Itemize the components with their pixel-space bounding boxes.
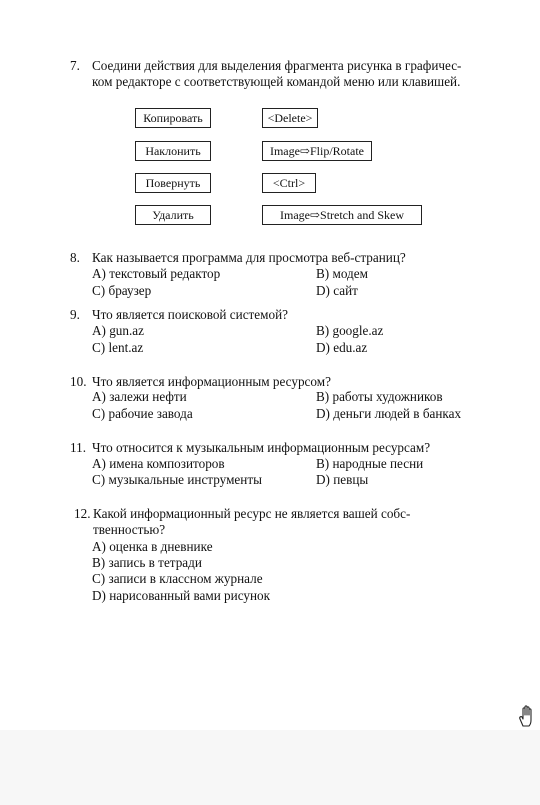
question-8 (70, 250, 520, 266)
option-b: B) народные песни (316, 456, 424, 471)
option-b: B) запись в тетради (92, 555, 202, 570)
option-d: D) деньги людей в банках (316, 406, 462, 421)
question-text: Как называется программа для просмотра веб-страниц? (92, 250, 406, 265)
question-number: 11. (70, 440, 86, 455)
question-text-line-1: Соедини действия для выделения фрагмента рисунка в графичес- (92, 58, 462, 73)
option-c: C) музыкальные инструменты (92, 472, 262, 487)
action-box-tilt: Наклонить (135, 141, 211, 161)
option-c: C) рабочие завода (92, 406, 193, 421)
option-c: C) браузер (92, 283, 152, 298)
option-d: D) сайт (316, 283, 358, 298)
question-10 (70, 374, 520, 390)
option-b: B) google.az (316, 323, 384, 338)
option-a: A) gun.az (92, 323, 144, 338)
action-box-delete: Удалить (135, 205, 211, 225)
command-box-delete-key: <Delete> (262, 108, 318, 128)
question-text-line-1: Какой информационный ресурс не является вашей собс- (93, 506, 411, 521)
question-9 (70, 307, 520, 323)
question-number: 12. (74, 506, 91, 521)
question-text: Что относится к музыкальным информационным ресурсам? (92, 440, 431, 455)
question-12 (74, 506, 514, 538)
option-d: D) певцы (316, 472, 369, 487)
option-a: A) залежи нефти (92, 389, 187, 404)
question-text-line-2: ком редакторе с соответствующей командой меню или клавишей. (92, 74, 461, 89)
question-number: 10. (70, 374, 87, 389)
option-d: D) edu.az (316, 340, 368, 355)
command-box-flip-rotate: Image⇨Flip/Rotate (262, 141, 372, 161)
question-text: Что является информационным ресурсом? (92, 374, 331, 389)
question-7 (70, 58, 520, 90)
page-bottom-margin (0, 730, 540, 805)
option-a: A) текстовый редактор (92, 266, 221, 281)
option-c: C) записи в классном журнале (92, 571, 263, 586)
command-box-ctrl-key: <Ctrl> (262, 173, 316, 193)
question-number: 9. (70, 307, 80, 322)
question-11 (70, 440, 520, 456)
option-b: B) работы художников (316, 389, 443, 404)
hand-cursor-icon (516, 704, 538, 728)
question-text: Что является поисковой системой? (92, 307, 289, 322)
action-box-rotate: Повернуть (135, 173, 211, 193)
command-box-stretch-skew: Image⇨Stretch and Skew (262, 205, 422, 225)
option-c: C) lent.az (92, 340, 144, 355)
question-number: 7. (70, 58, 80, 73)
question-text-line-2: твенностью? (93, 522, 166, 537)
option-a: A) имена композиторов (92, 456, 225, 471)
question-number: 8. (70, 250, 80, 265)
option-a: A) оценка в дневнике (92, 539, 213, 554)
action-box-copy: Копировать (135, 108, 211, 128)
option-d: D) нарисованный вами рисунок (92, 588, 271, 603)
option-b: B) модем (316, 266, 368, 281)
